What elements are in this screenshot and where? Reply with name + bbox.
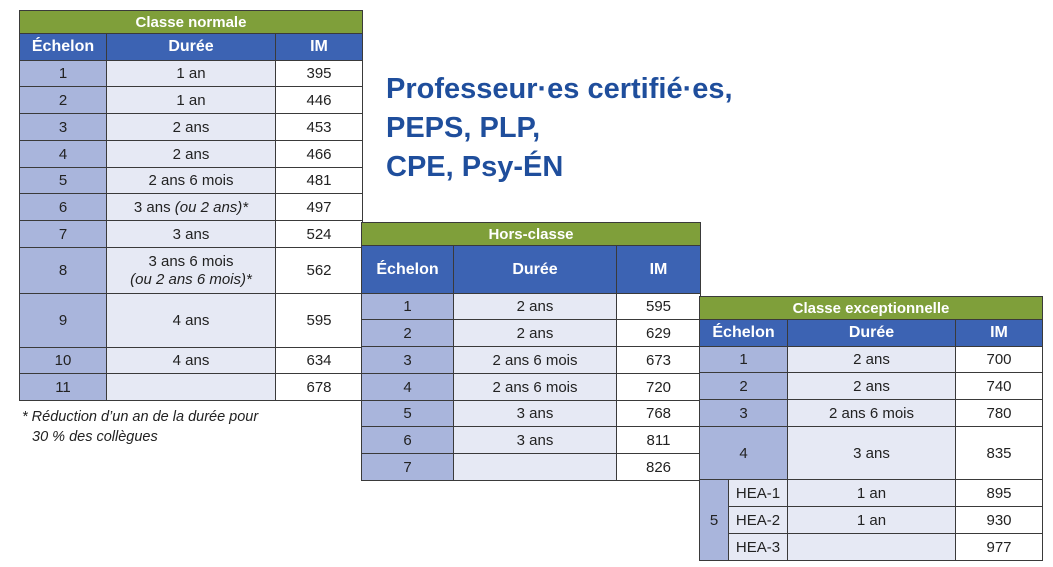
- col-header-echelon: Échelon: [362, 246, 454, 294]
- duree-cell: 2 ans: [454, 294, 617, 320]
- duree-cell: 2 ans 6 mois: [454, 347, 617, 374]
- duree-cell: 2 ans 6 mois: [788, 400, 956, 427]
- table-hors-classe: [361, 222, 701, 481]
- col-header-duree: Durée: [454, 246, 617, 294]
- echelon-cell: 8: [20, 248, 107, 294]
- echelon-cell: 9: [20, 294, 107, 348]
- table-classe-exceptionnelle: [699, 296, 1043, 561]
- duree-cell: 2 ans: [107, 114, 276, 141]
- duree-note: (ou 2 ans 6 mois)*: [130, 270, 252, 288]
- col-header-im: IM: [617, 246, 701, 294]
- duree-cell: [107, 248, 276, 294]
- table-row: [20, 221, 363, 248]
- duree-cell: 3 ans: [454, 427, 617, 454]
- echelon-cell: 2: [20, 87, 107, 114]
- im-cell: 811: [617, 427, 701, 454]
- echelon-cell: 5: [700, 480, 729, 561]
- im-cell: 466: [276, 141, 363, 168]
- duree-cell: [107, 374, 276, 401]
- im-cell: 595: [617, 294, 701, 320]
- table-row: [362, 320, 701, 347]
- echelon-cell: 5: [20, 168, 107, 194]
- col-header-echelon: Échelon: [20, 34, 107, 61]
- im-cell: 768: [617, 401, 701, 427]
- echelon-cell: 11: [20, 374, 107, 401]
- table-title: Classe normale: [20, 11, 363, 34]
- hea-label-cell: HEA-3: [729, 534, 788, 561]
- duree-cell: [454, 454, 617, 481]
- echelon-cell: 3: [362, 347, 454, 374]
- title-line-3: CPE, Psy-ÉN: [386, 151, 564, 183]
- im-cell: 497: [276, 194, 363, 221]
- footnote: [22, 407, 322, 447]
- echelon-cell: 1: [362, 294, 454, 320]
- im-cell: 977: [956, 534, 1043, 561]
- table-row: [362, 294, 701, 320]
- im-cell: 835: [956, 427, 1043, 480]
- table-classe-normale: [19, 10, 363, 401]
- duree-cell: 2 ans: [788, 373, 956, 400]
- duree-text: 3 ans 6 mois: [148, 252, 234, 270]
- echelon-cell: 7: [362, 454, 454, 481]
- im-cell: 826: [617, 454, 701, 481]
- duree-text: 3 ans: [133, 198, 171, 216]
- table-row: [700, 507, 1043, 534]
- col-header-echelon: Échelon: [700, 320, 788, 347]
- echelon-cell: 4: [700, 427, 788, 480]
- table-row: [20, 168, 363, 194]
- table-title: Classe exceptionnelle: [700, 297, 1043, 320]
- table-row: [362, 374, 701, 401]
- table-row: [700, 373, 1043, 400]
- im-cell: 700: [956, 347, 1043, 373]
- table-row: [20, 61, 363, 87]
- duree-cell: 2 ans 6 mois: [107, 168, 276, 194]
- im-cell: 634: [276, 348, 363, 374]
- im-cell: 678: [276, 374, 363, 401]
- echelon-cell: 2: [362, 320, 454, 347]
- table-row: [362, 401, 701, 427]
- table-row: [700, 534, 1043, 561]
- echelon-cell: 1: [700, 347, 788, 373]
- duree-cell: 3 ans: [788, 427, 956, 480]
- title-line-2: PEPS, PLP,: [386, 112, 541, 144]
- duree-cell: [788, 534, 956, 561]
- duree-cell: 1 an: [788, 507, 956, 534]
- duree-note: (ou 2 ans)*: [174, 198, 249, 216]
- im-cell: 453: [276, 114, 363, 141]
- im-cell: 524: [276, 221, 363, 248]
- footnote-line-1: * Réduction d’un an de la durée pour: [22, 409, 259, 425]
- page-title: [386, 70, 733, 187]
- duree-cell: 1 an: [107, 61, 276, 87]
- echelon-cell: 5: [362, 401, 454, 427]
- echelon-cell: 7: [20, 221, 107, 248]
- duree-cell: [107, 194, 276, 221]
- duree-cell: 1 an: [788, 480, 956, 507]
- col-header-im: IM: [956, 320, 1043, 347]
- im-cell: 740: [956, 373, 1043, 400]
- echelon-cell: 3: [700, 400, 788, 427]
- echelon-cell: 2: [700, 373, 788, 400]
- im-cell: 562: [276, 248, 363, 294]
- duree-cell: 2 ans: [107, 141, 276, 168]
- table-row: [20, 141, 363, 168]
- im-cell: 720: [617, 374, 701, 401]
- table-row: [362, 347, 701, 374]
- hea-label-cell: HEA-1: [729, 480, 788, 507]
- duree-cell: 3 ans: [107, 221, 276, 248]
- echelon-cell: 6: [20, 194, 107, 221]
- table-row: [362, 454, 701, 481]
- table-title: Hors-classe: [362, 223, 701, 246]
- duree-cell: 4 ans: [107, 294, 276, 348]
- duree-cell: 2 ans 6 mois: [454, 374, 617, 401]
- duree-cell: 2 ans: [454, 320, 617, 347]
- table-row: [700, 400, 1043, 427]
- hea-label-cell: HEA-2: [729, 507, 788, 534]
- echelon-cell: 1: [20, 61, 107, 87]
- im-cell: 895: [956, 480, 1043, 507]
- im-cell: 395: [276, 61, 363, 87]
- table-row: [20, 114, 363, 141]
- duree-cell: 3 ans: [454, 401, 617, 427]
- table-row: [700, 427, 1043, 480]
- echelon-cell: 6: [362, 427, 454, 454]
- im-cell: 930: [956, 507, 1043, 534]
- echelon-cell: 4: [20, 141, 107, 168]
- table-row: [20, 374, 363, 401]
- echelon-cell: 10: [20, 348, 107, 374]
- duree-cell: 1 an: [107, 87, 276, 114]
- im-cell: 595: [276, 294, 363, 348]
- im-cell: 446: [276, 87, 363, 114]
- im-cell: 481: [276, 168, 363, 194]
- table-row: [700, 347, 1043, 373]
- echelon-cell: 4: [362, 374, 454, 401]
- col-header-im: IM: [276, 34, 363, 61]
- table-row: [20, 348, 363, 374]
- duree-cell: 2 ans: [788, 347, 956, 373]
- table-row: [20, 294, 363, 348]
- table-row: [20, 87, 363, 114]
- table-row: [700, 480, 1043, 507]
- duree-cell: 4 ans: [107, 348, 276, 374]
- table-row: [362, 427, 701, 454]
- footnote-line-2: 30 % des collègues: [32, 429, 158, 445]
- table-row: [20, 194, 363, 221]
- echelon-cell: 3: [20, 114, 107, 141]
- title-line-1: Professeur·es certifié·es,: [386, 73, 733, 105]
- im-cell: 629: [617, 320, 701, 347]
- col-header-duree: Durée: [107, 34, 276, 61]
- table-row: [20, 248, 363, 294]
- im-cell: 673: [617, 347, 701, 374]
- im-cell: 780: [956, 400, 1043, 427]
- col-header-duree: Durée: [788, 320, 956, 347]
